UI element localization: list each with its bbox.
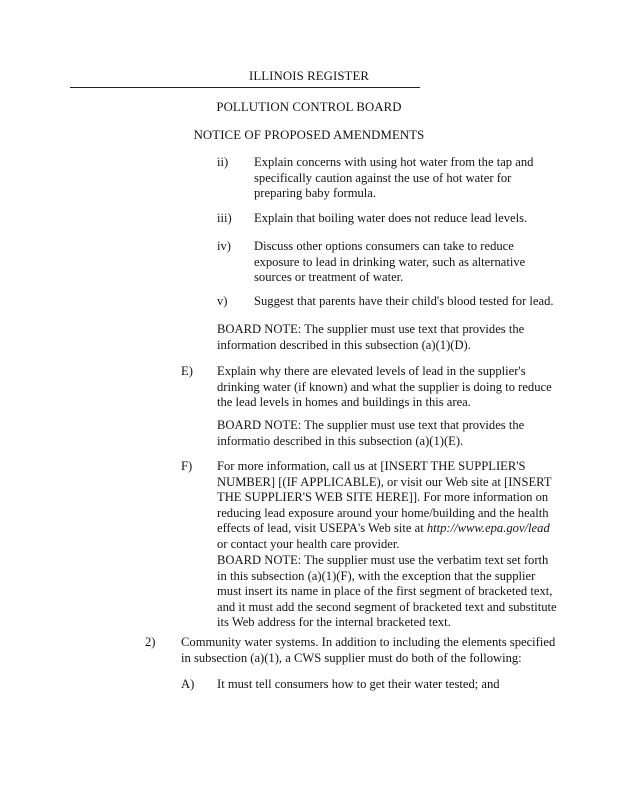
item-f-line: or contact your health care provider. [217,536,400,551]
board-note-e [217,418,524,449]
board-note-f-line: in this subsection (a)(1)(F), with the exception that the supplier [217,568,536,583]
item-e-line: drinking water (if known) and what the supplier is doing to reduce [217,379,552,394]
item-e-line: Explain why there are elevated levels of lead in the supplier's [217,364,526,378]
item-ii-label: ii) [217,155,229,169]
board-note-f-line: BOARD NOTE: The supplier must use the verbatim text set forth [217,553,549,567]
item-ii-line: specifically caution against the use of hot water for [254,170,512,185]
item-a-label: A) [181,677,195,691]
item-iv-text [254,239,525,286]
item-iv-line: sources or treatment of water. [254,270,404,285]
item-ii-text [254,155,533,202]
item-e-line: the lead levels in homes and buildings in this area. [217,395,471,410]
item-iv-line: exposure to lead in drinking water, such as alternative [254,254,526,269]
item-e-text [217,364,552,411]
board-note-d-line: BOARD NOTE: The supplier must use text that provides the [217,322,525,336]
item-ii-line: Explain concerns with using hot water from the tap and [254,155,534,169]
item-v-line: Suggest that parents have their child's blood tested for lead. [254,294,554,308]
item-f-line: effects of lead, visit USEPA's Web site at [217,521,427,536]
item-iii-line: Explain that boiling water does not reduce lead levels. [254,211,528,225]
item-f-line-with-url [217,521,552,537]
item-iv-line: Discuss other options consumers can take to reduce [254,239,514,253]
item-iv-label: iv) [217,239,231,253]
board-title: POLLUTION CONTROL BOARD [216,100,402,114]
board-note-e-line: informatio described in this subsection (a)(1)(E). [217,433,464,448]
item-a-line: It must tell consumers how to get their water tested; and [217,677,500,691]
item-v-text [254,294,554,310]
board-note-f-line: must insert its name in place of the first segment of bracketed text, [217,584,553,599]
board-note-f-line: its Web address for the internal bracketed text. [217,615,451,630]
register-header: ILLINOIS REGISTER [248,69,370,83]
item-2-text [181,635,555,666]
board-note-d-line: information described in this subsection (a)(1)(D). [217,337,471,352]
item-f-line: For more information, call us at [INSERT THE SUPPLIER'S [217,459,526,473]
item-iii-text [254,211,527,227]
item-2-line: Community water systems. In addition to including the elements specified [181,635,556,649]
item-v-label: v) [217,294,228,308]
epa-lead-url: http://www.epa.gov/lead [426,521,550,536]
item-e-label: E) [181,364,193,378]
board-note-e-line: BOARD NOTE: The supplier must use text that provides the [217,418,525,432]
board-note-f-line: and it must add the second segment of bracketed text and substitute [217,599,557,614]
board-note-d [217,322,524,353]
item-a-text [217,677,500,693]
item-f-label: F) [181,459,193,473]
item-2-label: 2) [145,635,156,649]
item-ii-line: preparing baby formula. [254,186,377,201]
board-note-f [217,553,557,631]
item-f-text [217,459,552,553]
notice-title: NOTICE OF PROPOSED AMENDMENTS [193,128,425,142]
item-f-line: NUMBER] [(IF APPLICABLE), or visit our Web site at [INSERT [217,474,552,489]
item-2-line: in subsection (a)(1), a CWS supplier must do both of the following: [181,650,522,665]
header-rule [70,87,420,88]
item-iii-label: iii) [217,211,232,225]
item-f-line: reducing lead exposure around your home/building and the health [217,505,549,520]
item-f-line: THE SUPPLIER'S WEB SITE HERE]]. For more information on [217,490,549,505]
